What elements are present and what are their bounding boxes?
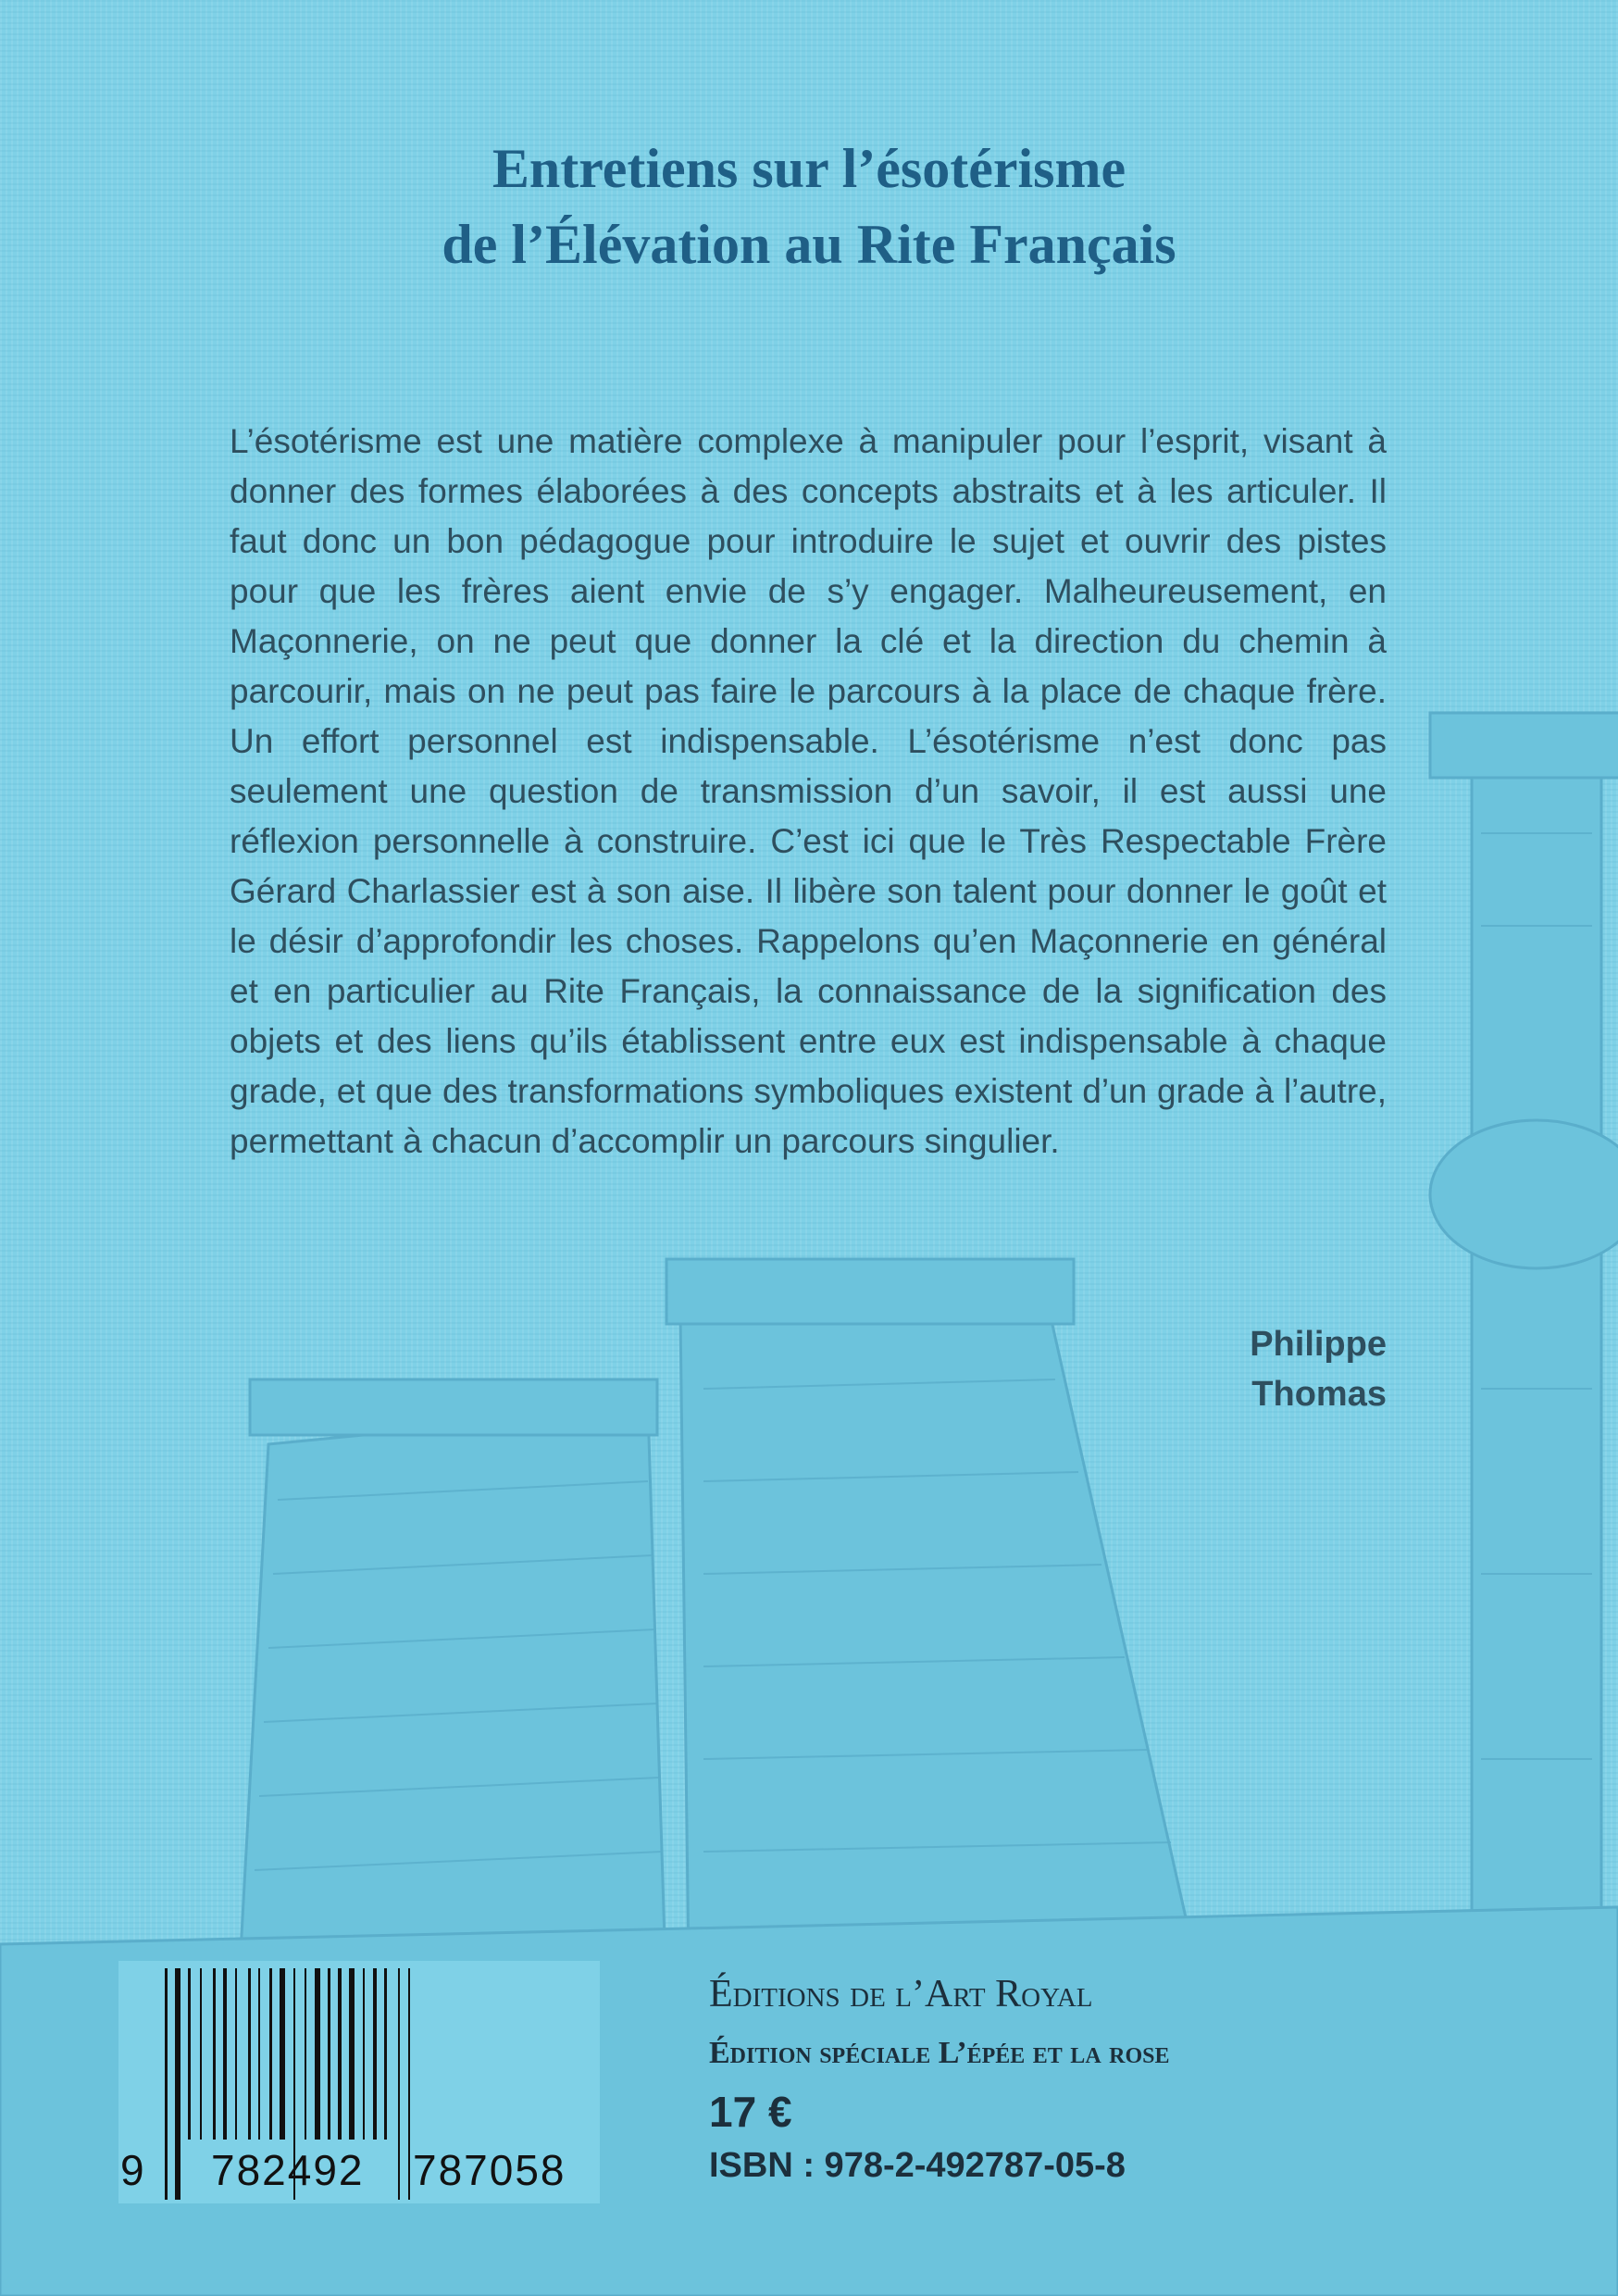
book-title-line-1: Entretiens sur l’ésotérisme <box>492 138 1126 199</box>
isbn: ISBN : 978-2-492787-05-8 <box>709 2146 1126 2185</box>
barcode-digit-first: 9 <box>120 2146 144 2194</box>
price: 17 € <box>709 2088 792 2136</box>
author-last-name: Thomas <box>1251 1375 1387 1414</box>
left-pylon-cornice <box>250 1379 657 1435</box>
barcode-bar <box>398 1968 400 2200</box>
right-column-capital <box>1430 713 1618 778</box>
author-first-name: Philippe <box>1250 1325 1387 1364</box>
author-signature <box>1250 1319 1387 1419</box>
barcode-bar <box>408 1968 410 2200</box>
barcode-bar <box>315 1968 320 2140</box>
central-pylon-cornice <box>666 1259 1074 1324</box>
barcode-bar <box>165 1968 168 2200</box>
barcode-digits-left: 782492 <box>211 2146 365 2194</box>
barcode-bar <box>349 1968 355 2140</box>
barcode-bar <box>175 1968 180 2200</box>
barcode-bar <box>200 1968 202 2140</box>
barcode-bar <box>280 1968 285 2140</box>
barcode-digits-right: 787058 <box>413 2146 566 2194</box>
barcode-bar <box>248 1968 251 2140</box>
barcode-bar <box>338 1968 342 2140</box>
edition-label: Édition spéciale L’épée et la rose <box>709 2036 1170 2070</box>
right-column-bulge <box>1430 1120 1618 1268</box>
publisher-name: Éditions de l’Art Royal <box>709 1973 1093 2015</box>
barcode-bar <box>188 1968 191 2140</box>
barcode-bar <box>258 1968 260 2140</box>
barcode-bar <box>223 1968 227 2140</box>
book-title-line-2: de l’Élévation au Rite Français <box>442 214 1176 275</box>
barcode-bar <box>373 1968 377 2140</box>
barcode-bar <box>363 1968 365 2140</box>
barcode-bar <box>269 1968 272 2140</box>
barcode-bar <box>328 1968 330 2140</box>
barcode-bar <box>235 1968 237 2140</box>
barcode-bar <box>213 1968 216 2140</box>
barcode-bar <box>384 1968 387 2140</box>
synopsis-text: L’ésotérisme est une matière complexe à manipuler pour l’esprit, visant à donner des formes élaborées à des concepts abstraits et à les articuler. Il faut donc un bon pédagogue pour introduire le sujet et ouvrir des pistes pour que les frères aient envie de s’y engager. Malheureusement, en Maçonnerie, on ne peut que donner la clé et la direction du chemin à parcourir, mais on ne peut pas faire le parcours à la place de chaque frère. Un effort personnel est indispensable. L’ésotérisme n’est donc pas seulement une question de transmission d’un savoir, il est aussi une réflexion personnelle à construire. C’est ici que le Très Respectable Frère Gérard Charlassier est à son aise. Il libère son talent pour donner le goût et le désir d’approfondir les choses. Rappelons qu’en Maçonnerie en général et en particulier au Rite Français, la connaissance de la signification des objets et des liens qu’ils établissent entre eux est indispensable à chaque grade, et que des transformations symboliques existent d’un grade à l’autre, permettant à chacun d’accomplir un parcours singulier. <box>230 422 1387 1160</box>
barcode-bar <box>305 1968 306 2140</box>
